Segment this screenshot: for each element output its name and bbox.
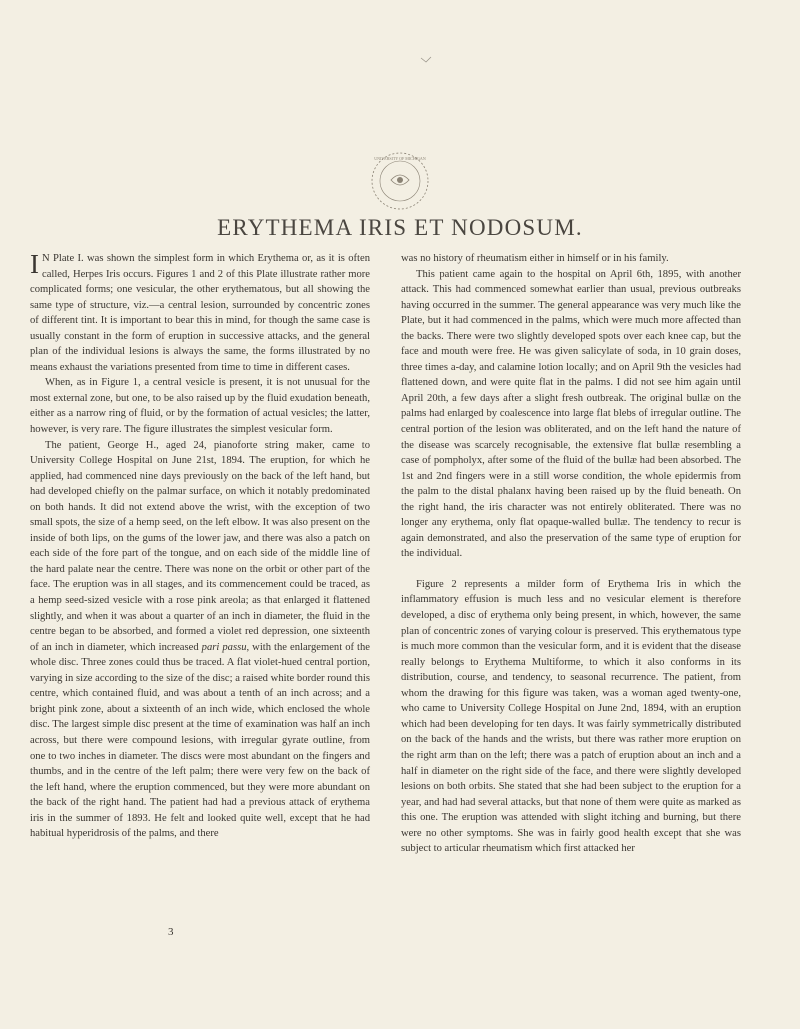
left-column	[30, 251, 370, 842]
paragraph: This patient came again to the hospital on April 6th, 1895, with another attack. This had commenced somewhat earlier than usual, previous outbreaks having occurred in the summer. The general appearance was very much like the Plate, but it had commenced in the palms, which were much more affected than the backs. There were two slightly developed spots over each knee cap, but the face and mouth were free. He was given salicylate of soda, in 10 grain doses, three times a-day, and calamine lotion locally; and on April 9th the vesicles had flattened down, and were quite flat in the palms. I did not see him again until April 20th, a few days after a slight fresh outbreak. The original bullæ on the palms had enlarged by coalescence into large flat blebs of irregular outline. The central portion of the lesion was obliterated, and on the left hand the nature of the disease was scarcely recognisable, the extensive flat bullæ resembling a case of pompholyx, after some of the fluid of the bullæ had been absorbed. The 1st and 2nd fingers were in a still worse condition, the whole epidermis from the palm to the distal phalanx having been raised up by the fluid beneath. On the right hand, the iris character was not entirely obliterated. There was no longer any erythema, only flat opaque-walled bullæ. The tendency to recur is again demonstrated, and also the preservation of the same type of eruption for the individual.	[401, 268, 741, 560]
corner-tick-mark	[420, 56, 432, 64]
paragraph-text: , with the enlargement of the whole disc. Three zones could thus be traced. A flat violet-hued central portion, varying in size according to the size of the disc; a raised white border round this centre, which contained fluid, and was about a tenth of an inch across; and a bright pink zone, about a sixteenth of an inch wide, which enclosed the whole disc. The largest simple disc present at the time of examination was half an inch across, but there were compound lesions, with irregular gyrate outline, from one to two inches in diameter. The discs were most abundant on the fingers and thumbs, and in the centre of the left palm; there were very few on the back of the left hand, where the eruption commenced, but they were more abundant on the back of the right hand. The patient had had a previous attack of erythema iris in the summer of 1893. He felt and looked quite well, except that he had habitual hyperidrosis of the palms, and there	[30, 641, 370, 840]
library-stamp	[369, 150, 431, 212]
page-number: 3	[168, 926, 174, 938]
paragraph	[30, 438, 370, 842]
italic-phrase: pari passu	[201, 641, 247, 653]
stamp-ring-text: UNIVERSITY OF MICHIGAN	[374, 156, 426, 161]
paragraph	[30, 251, 370, 375]
paragraph: was no history of rheumatism either in himself or in his family.	[401, 253, 669, 264]
drop-cap: I	[30, 249, 39, 279]
paragraph: When, as in Figure 1, a central vesicle is present, it is not unusual for the most external zone, but one, to be also raised up by the fluid exudation beneath, either as a narrow ring of fluid, or by the formation of actual vesicles; the latter, however, is very rare. The figure illustrates the simplest vesicular form.	[30, 377, 370, 436]
article-title: ERYTHEMA IRIS ET NODOSUM.	[217, 215, 583, 240]
paragraph: Figure 2 represents a milder form of Erythema Iris in which the inflammatory effusion is much less and no vesicular element is therefore developed, a disc of erythema only being present, in which, however, the same plan of concentric zones of varying colour is preserved. This erythematous type is much more common than the vesicular form, and it is evident that the disease really belongs to Erythema Multiforme, to which it also conforms in its distribution, course, and tendency, to seasonal recurrence. The patient, from whom the drawing for this figure was taken, was a woman aged twenty-one, who came to University College Hospital on June 2nd, 1894, with an eruption which had been developing for ten days. It was fairly symmetrically distributed on the back of the hands and the wrists, but there was rather more eruption on the right arm than on the left; there was a patch of eruption about an inch and a half in diameter on the right side of the face, and there were slightly developed lesions on both orbits. She stated that she had been subject to the eruption for a year, and had had several attacks, but that none of them were quite as marked as this one. The eruption was attended with slight itching and burning, but there were no other symptoms. She was in fairly good health except that she was subject to articular rheumatism which first attacked her	[401, 578, 741, 855]
paragraph-text: N Plate I. was shown the simplest form in which Erythema or, as it is often called, Herpes Iris occurs. Figures 1 and 2 of this Plate illustrate rather more complicated forms; one vesicular, the other erythematous, but all showing the same type of structure, viz.—a central lesion, surrounded by concentric zones of different tint. It is important to bear this in mind, for though the same case is usually constant in the form of eruption in successive attacks, and the general plan of the individual lesions is always the same, the forms illustrated by no means exhaust the variations presented from time to time in different cases.	[30, 253, 370, 373]
paragraph-text: The patient, George H., aged 24, pianoforte string maker, came to University College Hospital on June 21st, 1894. The eruption, for which he applied, had commenced nine days previously on the back of the left hand, but had developed chiefly on the palmar surface, on which it notably predominated on both hands. It did not extend above the wrist, with the exception of two small spots, the size of a hemp seed, on the left elbow. It was also present on the inside of both lips, on the gums of the lower jaw, and there was also a patch on each side of the fore part of the tongue, and on each side of the middle line of the hard palate near the centre. There was none on the orbit or other part of the face. The eruption was in all stages, and its commencement could be traced, as a hemp seed-sized vesicle with a rose pink areola; as that enlarged it flattened slightly, and when it was about a quarter of an inch in diameter, the fluid in the centre began to be absorbed, and formed a violet red depression, one sixteenth of an inch in diameter, which increased	[30, 439, 370, 653]
right-column	[401, 251, 741, 857]
